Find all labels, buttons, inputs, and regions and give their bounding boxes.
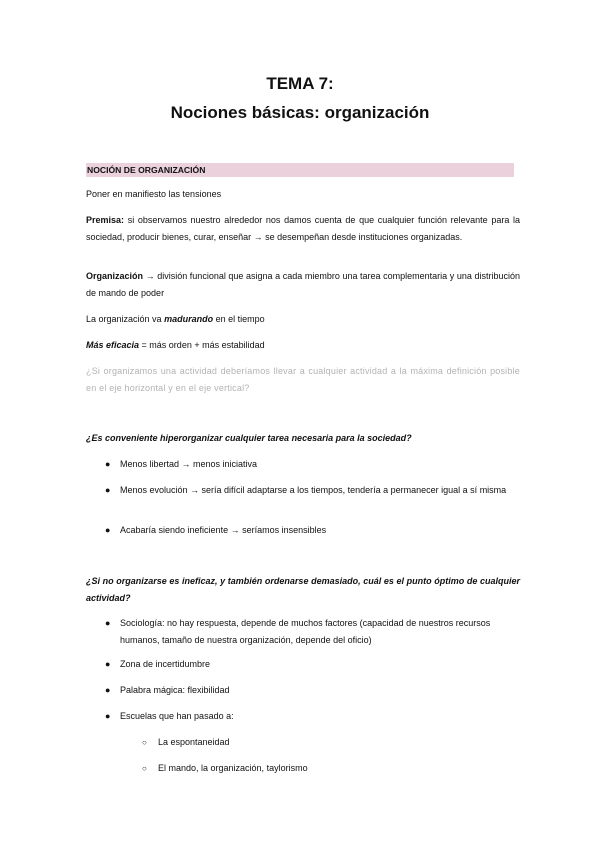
circle-bullet-icon: ○ xyxy=(142,764,147,773)
list-item-text: Menos libertad → menos iniciativa xyxy=(120,459,258,469)
organizacion-label: Organización xyxy=(86,271,144,281)
paragraph-organizacion xyxy=(86,268,520,302)
list-item xyxy=(105,615,520,649)
bullet-icon: ● xyxy=(105,711,111,721)
list-item-text: Acabaría siendo ineficiente → seríamos insensibles xyxy=(120,525,327,535)
question-punto-optimo: ¿Si no organizarse es ineficaz, y también ordenarse demasiado, cuál es el punto óptimo de cualquier actividad? xyxy=(86,576,520,603)
list-item xyxy=(105,656,520,673)
premisa-text: si observamos nuestro alrededor nos damos cuenta de que cualquier función relevante para la sociedad, producir bienes, curar, enseñar → se desempeñan desde instituciones organizadas. xyxy=(86,215,520,242)
premisa-label: Premisa: xyxy=(86,215,125,225)
paragraph-question-muted: ¿Si organizamos una actividad deberíamos llevar a cualquier actividad a la máxima definición posible en el eje horizontal y en el eje vertical? xyxy=(86,366,520,393)
organizacion-text: → división funcional que asigna a cada miembro una tarea complementaria y una distribución de mando de poder xyxy=(86,271,520,298)
bullet-icon: ● xyxy=(105,525,111,535)
sub-list-item-text: La espontaneidad xyxy=(158,737,230,747)
list-item xyxy=(105,456,520,473)
section-heading: NOCIÓN DE ORGANIZACIÓN xyxy=(86,163,514,177)
list-item xyxy=(105,482,520,499)
list-item-text: Sociología: no hay respuesta, depende de muchos factores (capacidad de nuestros recursos humanos, tamaño de nuestra organización, depende del oficio) xyxy=(120,618,491,645)
madurando-emphasis: madurando xyxy=(164,314,214,324)
madurando-post: en el tiempo xyxy=(213,314,265,324)
paragraph-tensiones: Poner en manifiesto las tensiones xyxy=(86,189,222,199)
question-hiperorganizar: ¿Es conveniente hiperorganizar cualquier tarea necesaria para la sociedad? xyxy=(86,433,412,443)
bullet-icon: ● xyxy=(105,618,111,628)
bullet-icon: ● xyxy=(105,659,111,669)
list-item xyxy=(105,522,520,539)
bullet-icon: ● xyxy=(105,685,111,695)
paragraph-eficacia xyxy=(86,337,520,354)
list-item xyxy=(105,708,520,725)
page-title-line2: Nociones básicas: organización xyxy=(170,103,430,122)
sub-list-item xyxy=(142,760,518,777)
list-item-text: Menos evolución → sería difícil adaptarse a los tiempos, tendería a permanecer igual a sí misma xyxy=(120,485,507,495)
list-item-text: Escuelas que han pasado a: xyxy=(120,711,234,721)
eficacia-text: = más orden + más estabilidad xyxy=(139,340,265,350)
paragraph-madurando xyxy=(86,311,520,328)
bullet-icon: ● xyxy=(105,485,111,495)
list-item-text: Zona de incertidumbre xyxy=(120,659,211,669)
bullet-icon: ● xyxy=(105,459,111,469)
madurando-pre: La organización va xyxy=(86,314,165,324)
page-title-line1: TEMA 7: xyxy=(266,74,334,93)
list-item xyxy=(105,682,520,699)
list-item-text: Palabra mágica: flexibilidad xyxy=(120,685,230,695)
paragraph-premisa xyxy=(86,212,520,246)
eficacia-label: Más eficacia xyxy=(86,340,140,350)
sub-list-item-text: El mando, la organización, taylorismo xyxy=(158,763,308,773)
circle-bullet-icon: ○ xyxy=(142,738,147,747)
sub-list-item xyxy=(142,734,518,751)
